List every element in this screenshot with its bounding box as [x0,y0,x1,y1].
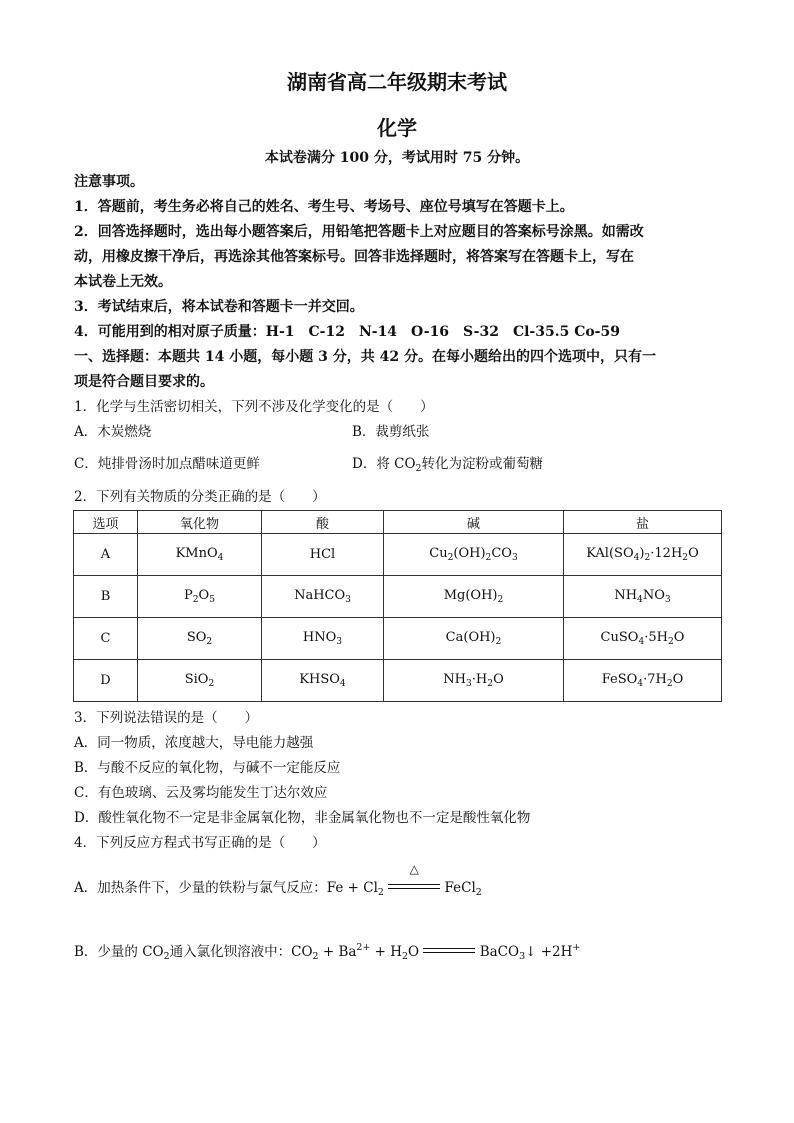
row-label: D [74,660,138,702]
table-header-row [74,511,722,534]
note-2-line-3: 本试卷上无效。 [74,274,172,290]
cell-formula: $NH_4NO_3$ [564,576,722,618]
q3-stem: 3．下列说法错误的是（ ） [74,710,259,726]
header-base: 碱 [384,511,564,534]
cell-formula: $SO_2$ [138,618,262,660]
row-label: B [74,576,138,618]
cell-formula: $FeSO_4\cdot 7H_2O$ [564,660,722,702]
q1-option-c: C．炖排骨汤时加点醋味道更鲜 [74,456,260,472]
q1-option-b: B．裁剪纸张 [352,424,430,440]
q1-option-a: A．木炭燃烧 [74,424,152,440]
header-acid: 酸 [262,511,384,534]
cell-formula: $KAl(SO_4)_2\cdot 12H_2O$ [564,534,722,576]
cell-formula: HCl [262,534,384,576]
cell-formula: $KHSO_4$ [262,660,384,702]
note-3: 3．考试结束后，将本试卷和答题卡一并交回。 [74,299,364,315]
note-2-line-2: 动，用橡皮擦干净后，再选涂其他答案标号。回答非选择题时，将答案写在答题卡上，写在 [74,249,634,265]
score-info: 本试卷满分 100 分，考试用时 75 分钟。 [264,150,530,166]
q2-stem: 2．下列有关物质的分类正确的是（ ） [74,489,326,505]
reaction-arrow [423,944,475,958]
q3-option-c: C．有色玻璃、云及雾均能发生丁达尔效应 [74,785,328,801]
cell-formula: NaHCO$_3$ [262,576,384,618]
cell-formula: $Ca(OH)_2$ [384,618,564,660]
cell-formula: $CuSO_4\cdot 5H_2O$ [564,618,722,660]
classification-table [73,510,722,702]
header-salt: 盐 [564,511,722,534]
table-row [74,534,722,576]
q1-option-d: D．将 $CO_2$转化为淀粉或葡萄糖 [352,456,544,474]
row-label: A [74,534,138,576]
cell-formula: $HNO_3$ [262,618,384,660]
section-1-line-1: 一、选择题：本题共 14 小题，每小题 3 分，共 42 分。在每小题给出的四个选项中，只有一 [74,349,656,365]
section-1-line-2: 项是符合题目要求的。 [74,374,214,390]
q3-option-d: D．酸性氧化物不一定是非金属氧化物，非金属氧化物也不一定是酸性氧化物 [74,810,531,826]
header-oxide: 氧化物 [138,511,262,534]
q4-stem: 4．下列反应方程式书写正确的是（ ） [74,835,326,851]
cell-formula: $Mg(OH)_2$ [384,576,564,618]
table-row [74,576,722,618]
q3-option-b: B．与酸不反应的氧化物，与碱不一定能反应 [74,760,341,776]
exam-subject: 化学 [377,116,417,140]
row-label: C [74,618,138,660]
header-option: 选项 [74,511,138,534]
cell-formula: $Cu_2(OH)_2CO_3$ [384,534,564,576]
reaction-arrow: △ [388,880,440,894]
cell-formula: SiO$_2$ [138,660,262,702]
cell-formula: $P_2O_5$ [138,576,262,618]
note-1: 1．答题前，考生务必将自己的姓名、考生号、考场号、座位号填写在答题卡上。 [74,199,574,215]
note-4: 4．可能用到的相对原子质量：H-1 C-12 N-14 O-16 S-32 Cl-35.5 Co-59 [74,324,620,340]
q4-option-b: B．少量的 $CO_2$通入氯化钡溶液中：$CO_2 + Ba^{2+} + H_2O$ BaCO$_3$↓ +2H+ [74,942,581,962]
note-2-line-1: 2．回答选择题时，选出每小题答案后，用铅笔把答题卡上对应题目的答案标号涂黑。如需改 [74,224,644,240]
table-row [74,618,722,660]
exam-title: 湖南省高二年级期末考试 [287,70,507,94]
cell-formula: $NH_3\cdot H_2O$ [384,660,564,702]
q1-stem: 1．化学与生活密切相关，下列不涉及化学变化的是（ ） [74,399,434,415]
notes-heading: 注意事项。 [74,174,144,190]
table-row [74,660,722,702]
q4-option-a: A．加热条件下，少量的铁粉与氯气反应：$Fe + Cl_2$ △ FeCl$_2$ [74,862,482,898]
cell-formula: KMnO$_4$ [138,534,262,576]
q3-option-a: A．同一物质，浓度越大，导电能力越强 [74,735,314,751]
